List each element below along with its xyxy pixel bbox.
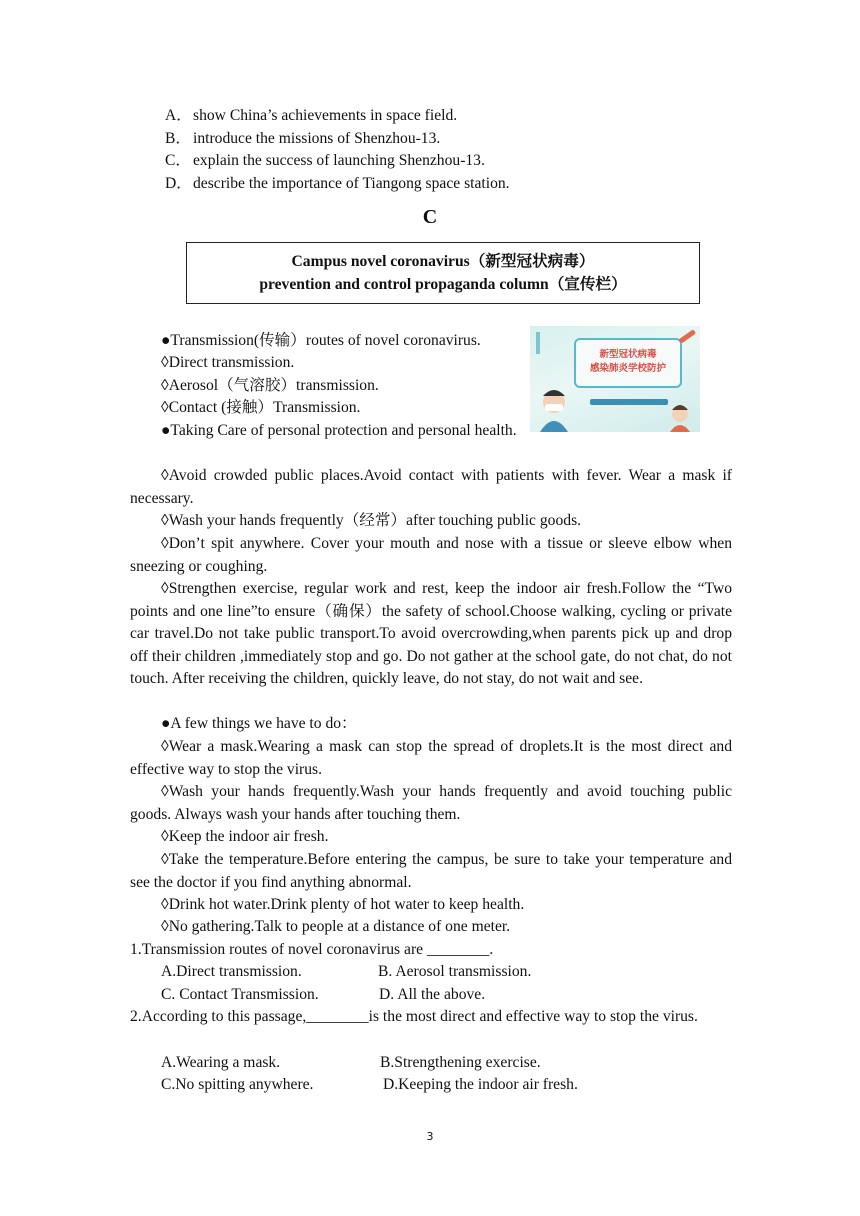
body-item-11 [130,849,732,894]
body-bullet-3 [130,713,732,736]
body-bullet-2 [130,420,732,443]
body-text: ◊Aerosol（气溶胶）transmission. [161,377,379,394]
question-2-option-c: C.No spitting anywhere. [161,1076,314,1093]
body-text: ●Taking Care of personal protection and personal health. [161,422,517,439]
poster-text-2: 感染肺炎学校防护 [589,363,666,374]
option-text: explain the success of launching Shenzhou-13. [193,152,485,169]
question-1-option-a: A.Direct transmission. [161,963,302,980]
question-1-option-d: D. All the above. [379,986,486,1003]
body-text: ●A few things we have to do： [161,715,357,732]
body-item-2 [130,375,520,398]
body-item-10 [130,826,732,849]
question-1-stem: 1.Transmission routes of novel coronavirus are ________. [130,941,494,958]
body-text: ◊Take the temperature.Before entering the campus, be sure to take your temperature and see the doctor if you find anything abnormal. [130,851,732,891]
option-b [165,128,440,150]
question-2-option-d: D.Keeping the indoor air fresh. [383,1076,578,1093]
option-text: show China’s achievements in space field. [193,107,458,124]
option-d [165,173,510,195]
body-text: ◊Wash your hands frequently.Wash your hands frequently and avoid touching public goods. Always wash your hands after touching them. [130,783,732,823]
poster-text-1: 新型冠状病毒 [599,349,657,360]
body-item-9 [130,781,732,826]
body-bullet-1 [130,330,520,353]
question-2-option-a: A.Wearing a mask. [161,1054,281,1071]
option-letter: C． [165,152,191,169]
body-item-1 [130,352,520,375]
option-letter: B． [165,130,191,147]
title-box [186,242,700,304]
poster-image [530,326,700,432]
body-item-7 [130,578,732,691]
page-number: 3 [426,1130,434,1143]
option-letter: D． [165,175,192,192]
body-text: ◊No gathering.Talk to people at a distance of one meter. [161,918,511,935]
body-item-12 [130,894,732,917]
body-text: ◊Strengthen exercise, regular work and rest, keep the indoor air fresh.Follow the “Two points and one line”to ensure（确保）the safety of school.Choose walking, cycling or private car travel.Do not take public transport.To avoid overcrowding,when parents pick up and drop off their children ,immediately stop and go. Do not gather at the school gate, do not chat, do not touch. After receiving the children, quickly leave, do not stay, do not wait and see. [130,580,732,687]
option-text: introduce the missions of Shenzhou-13. [193,130,441,147]
question-2-option-b: B.Strengthening exercise. [380,1054,541,1071]
body-text: ◊Contact (接触）Transmission. [161,399,361,416]
body-text: ●Transmission(传输）routes of novel coronavirus. [161,332,481,349]
option-c [165,150,485,172]
option-a [165,105,457,127]
option-letter: A． [165,107,192,124]
body-item-3 [130,397,520,420]
body-item-6 [130,533,732,578]
title-line-1: Campus novel coronavirus（新型冠状病毒） [291,253,595,270]
option-text: describe the importance of Tiangong space station. [193,175,510,192]
question-1-option-b: B. Aerosol transmission. [378,963,532,980]
section-heading: C [422,206,438,228]
body-item-8 [130,736,732,781]
body-text: ◊Avoid crowded public places.Avoid contact with patients with fever. Wear a mask if necessary. [130,467,732,507]
question-2-stem: 2.According to this passage,________is the most direct and effective way to stop the virus. [130,1008,698,1025]
body-text: ◊Drink hot water.Drink plenty of hot water to keep health. [161,896,525,913]
question-1-option-c: C. Contact Transmission. [161,986,319,1003]
body-item-13 [130,916,732,939]
body-text: ◊Don’t spit anywhere. Cover your mouth and nose with a tissue or sleeve elbow when sneezing or coughing. [130,535,732,575]
body-text: ◊Wash your hands frequently（经常）after touching public goods. [161,512,582,529]
body-text: ◊Wear a mask.Wearing a mask can stop the spread of droplets.It is the most direct and effective way to stop the virus. [130,738,732,778]
body-text: ◊Direct transmission. [161,354,295,371]
body-item-4 [130,465,732,510]
body-item-5 [130,510,732,533]
body-text: ◊Keep the indoor air fresh. [161,828,329,845]
title-line-2: prevention and control propaganda column（宣传栏） [259,276,627,293]
poster-illustration [530,326,700,432]
